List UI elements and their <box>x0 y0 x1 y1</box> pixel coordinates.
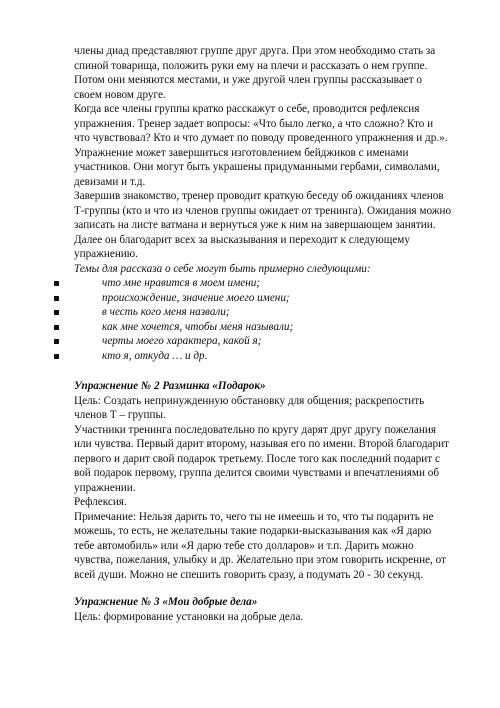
text-line: упражнения. Тренер задает вопросы: «Что было легко, а что сложно? Кто и <box>74 117 434 130</box>
text-line: первого и дарит свой подарок третьему. После того как последний подарит с <box>74 452 440 465</box>
text-line: спиной товарища, положить руки ему на плечи и рассказать о нем группе. <box>74 59 428 72</box>
text-line: Примечание: Нельзя дарить то, чего ты не имеешь и то, что ты подарить не <box>74 510 434 523</box>
text-line: тебе автомобиль» или «Я дарю тебе сто долларов» и т.п. Дарить можно <box>74 539 414 552</box>
text-line: чувства, пожелания, улыбку и др. Желательно при этом говорить искренне, от <box>74 554 446 566</box>
text-line: Цель: Создать непринужденную обстановку для общения; раскрепостить <box>74 394 425 407</box>
text-line: участников. Они могут быть украшены придуманными гербами, символами, <box>74 161 440 173</box>
bullet-icon <box>54 354 59 359</box>
bullet-icon <box>54 281 59 286</box>
list-item <box>54 349 454 364</box>
completion-paragraph <box>74 189 454 262</box>
text-line: членов Т – группы. <box>74 409 166 421</box>
list-item-text: черты моего характера, какой я; <box>102 335 262 347</box>
text-line: что чувствовал? Кто и что думает по поводу проведенного упражнения и др.». <box>74 132 448 144</box>
list-item-text: происхождение, значение моего имени; <box>102 291 290 304</box>
exercise2-title: Упражнение № 2 Разминка «Подарок» <box>74 380 266 392</box>
bullet-icon <box>54 339 59 344</box>
list-item <box>54 334 454 349</box>
text-line: члены диад представляют группе друг друга. При этом необходимо стать за <box>74 45 436 57</box>
text-line: или чувства. Первый дарит второму, называя его по имени. Второй благодарит <box>74 438 449 450</box>
badges-paragraph <box>74 146 454 190</box>
exercise3-title: Упражнение № 3 «Мои добрые дела» <box>74 596 258 608</box>
reflection-paragraph <box>74 102 454 146</box>
text-line: Участники тренинга последовательно по кругу дарят друг другу пожелания <box>74 423 436 436</box>
text-line: Далее он благодарит всех за высказывания и переходит к следующему <box>74 233 410 246</box>
topics-heading-text: Темы для рассказа о себе могут быть примерно следующими: <box>74 262 371 275</box>
list-item <box>54 276 454 291</box>
text-line: вой подарок первому, группа делится своими чувствами и впечатлениями об <box>74 467 440 479</box>
list-item-text: в честь кого меня назвали; <box>102 306 230 318</box>
topics-heading <box>74 262 454 277</box>
exercise3-section <box>74 595 454 624</box>
text-line: всей души. Можно не спешить говорить сразу, а подумать 20 - 30 секунд. <box>74 568 424 581</box>
text-line: записать на листе ватмана и вернуться уже к ним на завершающем занятии. <box>74 219 436 231</box>
intro-paragraph <box>74 44 454 102</box>
text-line: своем новом друге. <box>74 88 166 101</box>
text-line: упражнению. <box>74 248 138 260</box>
list-item <box>54 320 454 335</box>
text-line: Завершив знакомство, тренер проводит краткую беседу об ожиданиях членов <box>74 190 444 202</box>
text-line: Рефлексия. <box>74 496 127 508</box>
text-line: можешь, то есть, не желательны такие подарки-высказывания как «Я дарю <box>74 525 432 537</box>
text-line: Т-группы (кто и что из членов группы ожидает от тренинга). Ожидания можно <box>74 204 452 217</box>
bullet-icon <box>54 310 59 315</box>
exercise2-section <box>74 379 454 582</box>
text-line: Упражнение может завершиться изготовлением бейджиков с именами <box>74 146 409 159</box>
list-item <box>54 305 454 320</box>
text-line: Цель: формирование установки на добрые дела. <box>74 610 304 623</box>
list-item-text: кто я, откуда … и др. <box>102 349 208 362</box>
text-line: Когда все члены группы кратко расскажут о себе, проводится рефлексия <box>74 103 420 115</box>
text-line: Потом они меняются местами, и уже другой член группы рассказывает о <box>74 74 423 86</box>
list-item-text: что мне нравится в моем имени; <box>102 277 261 289</box>
list-item <box>54 291 454 306</box>
bullet-icon <box>54 325 59 330</box>
text-line: девизами и т.д. <box>74 175 146 188</box>
list-item-text: как мне хочется, чтобы меня называли; <box>102 320 294 333</box>
bullet-icon <box>54 296 59 301</box>
text-line: упражнении. <box>74 481 136 494</box>
topics-list <box>54 276 454 363</box>
